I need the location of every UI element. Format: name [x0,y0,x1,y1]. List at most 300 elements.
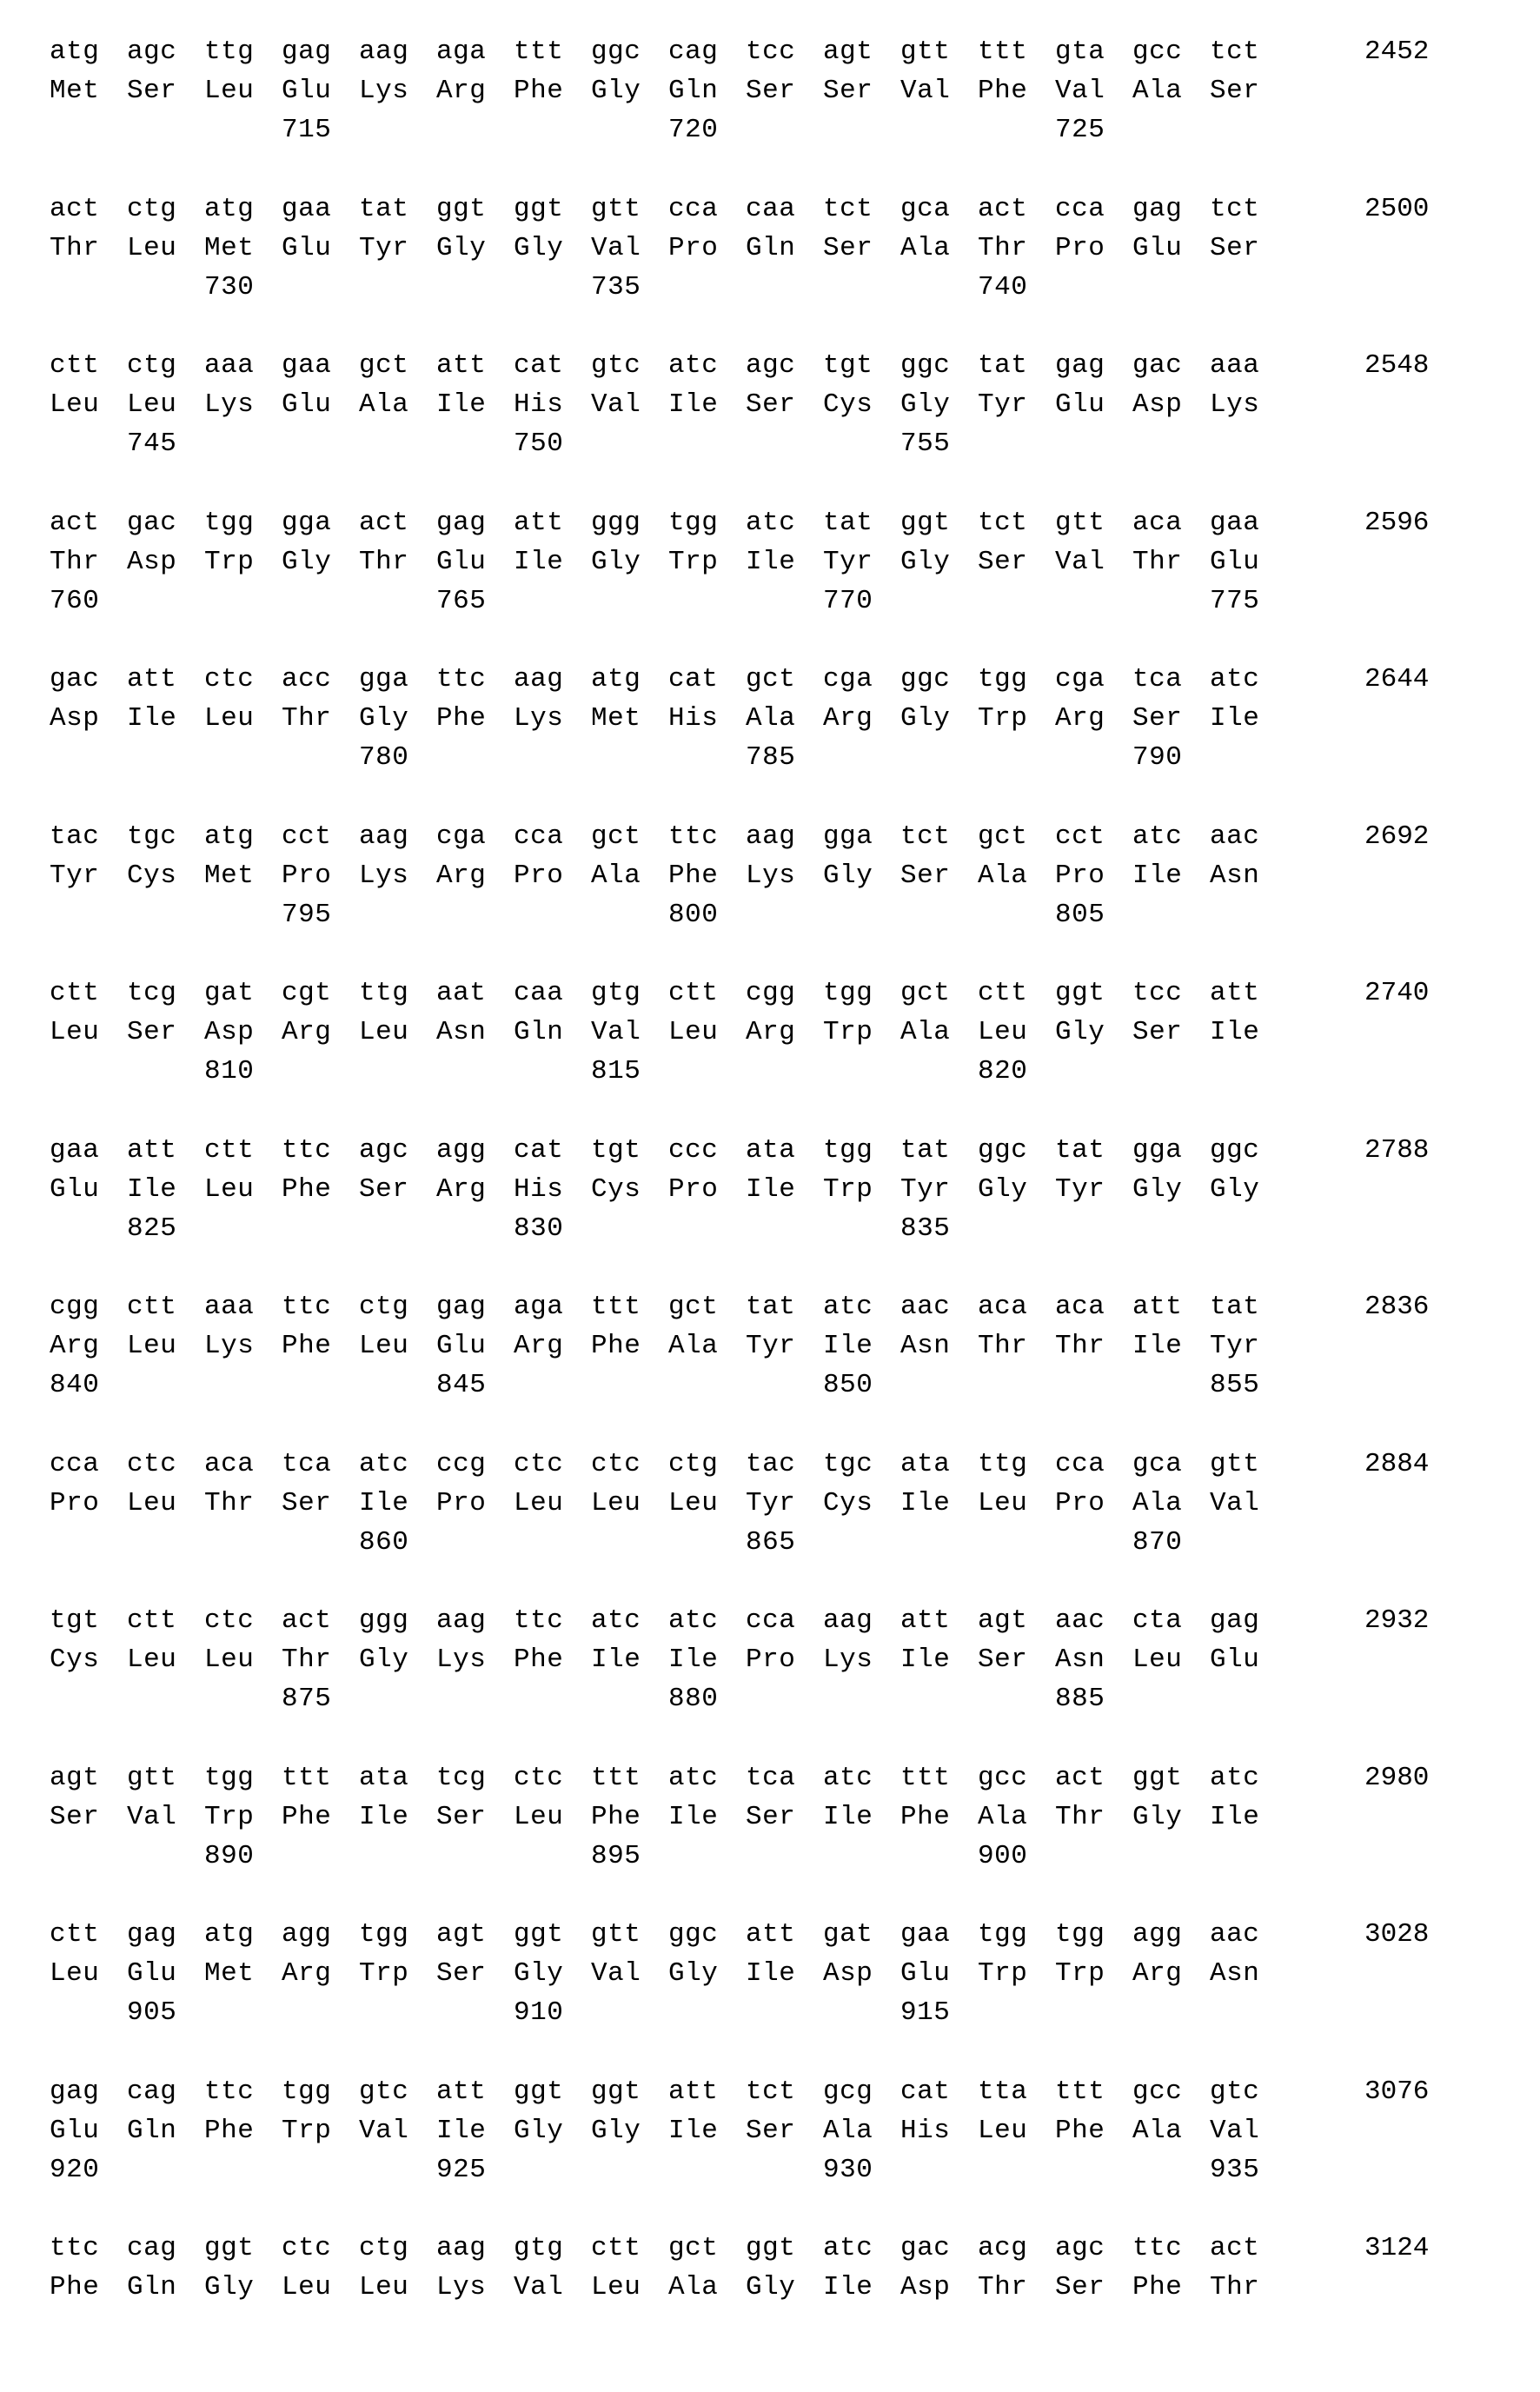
amino-acid: Val [591,1017,641,1047]
codon: ctg [359,1292,409,1322]
amino-acid: Gly [591,546,641,577]
residue-number-row [0,1525,1540,1560]
codon: ggc [668,1919,719,1950]
codon: atg [204,1919,255,1950]
codon: gga [1132,1134,1183,1166]
amino-acid-row [0,859,1540,894]
codon: tgc [823,1448,873,1479]
codon: ggt [900,507,951,538]
codon: aag [514,664,564,694]
amino-acid: Lys [359,860,409,891]
residue-number: 765 [436,585,487,616]
amino-acid: Thr [282,1644,332,1675]
codon: tat [359,193,409,224]
sequence-block [0,1917,1540,2039]
codon: tcc [746,37,796,67]
amino-acid: Phe [591,1331,641,1361]
codon: gct [900,978,951,1008]
amino-acid: Arg [514,1331,564,1361]
amino-acid: Gly [514,1958,564,1989]
amino-acid: Ile [359,1801,409,1832]
codon: tgg [204,507,255,538]
amino-acid: Lys [1210,389,1260,420]
residue-number: 830 [514,1213,564,1244]
amino-acid: Thr [1055,1801,1105,1832]
residue-number: 915 [900,1997,951,2028]
codon: ggc [900,350,951,381]
amino-acid: Ile [1132,860,1183,891]
codon: aga [436,37,487,67]
amino-acid: Ser [823,232,873,263]
codon: ggt [514,193,564,224]
amino-acid: Glu [1210,1644,1260,1675]
amino-acid: Arg [823,703,873,734]
codon: tat [1210,1292,1260,1322]
codon: ctg [359,2233,409,2263]
codon: agc [127,37,177,67]
codon: gtg [514,2233,564,2263]
amino-acid: Ser [1132,1017,1183,1047]
amino-acid: Leu [282,2272,332,2302]
codon: ttt [514,37,564,67]
codon: atc [668,350,719,381]
residue-number: 785 [746,742,796,773]
amino-acid: Ile [823,1331,873,1361]
codon: gtt [1210,1448,1260,1479]
amino-acid: Phe [591,1801,641,1832]
codon: tca [746,1762,796,1793]
codon: ctc [204,664,255,694]
amino-acid: Leu [204,703,255,734]
amino-acid: Gly [746,2272,796,2302]
nucleotide-position: 2452 [1364,37,1430,67]
residue-number: 860 [359,1526,409,1558]
residue-number: 810 [204,1056,255,1086]
nucleotide-position: 3076 [1364,2076,1430,2107]
nucleotide-position: 3124 [1364,2233,1430,2263]
residue-number-row [0,584,1540,619]
amino-acid: Gly [668,1958,719,1989]
amino-acid: Thr [282,703,332,734]
amino-acid: Gly [1210,1173,1260,1205]
codon: gtc [359,2076,409,2107]
amino-acid: Ile [127,1173,177,1205]
codon: act [1210,2233,1260,2263]
codon: gga [359,664,409,694]
amino-acid: Phe [1055,2115,1105,2146]
amino-acid: Leu [978,2115,1028,2146]
codon: ctc [127,1448,177,1479]
codon: gag [50,2076,100,2107]
codon: att [436,2076,487,2107]
codon: aca [978,1292,1028,1322]
codon: ata [746,1134,796,1166]
amino-acid: Leu [359,1331,409,1361]
amino-acid: Asn [1210,860,1260,891]
codon: agt [823,37,873,67]
codon: cga [436,821,487,852]
codon: gaa [282,193,332,224]
amino-acid: Asp [204,1017,255,1047]
amino-acid: Cys [591,1173,641,1205]
codon: aac [900,1292,951,1322]
codon: gac [900,2233,951,2263]
nucleotide-position: 2932 [1364,1605,1430,1636]
sequence-block [0,35,1540,156]
codon: atc [746,507,796,538]
amino-acid: Val [591,1958,641,1989]
codon: ctt [127,1292,177,1322]
codon: gtc [591,350,641,381]
amino-acid: Leu [204,1644,255,1675]
codon: gag [436,1292,487,1322]
nucleotide-row [0,1447,1540,1482]
codon: tgg [282,2076,332,2107]
amino-acid: Thr [1210,2272,1260,2302]
amino-acid: Arg [436,1173,487,1205]
residue-number: 735 [591,271,641,302]
amino-acid-row [0,1800,1540,1835]
codon: ctg [668,1448,719,1479]
amino-acid: Ala [668,1331,719,1361]
amino-acid: Met [204,232,255,263]
residue-number: 865 [746,1526,796,1558]
amino-acid: Glu [282,76,332,106]
amino-acid-row [0,1957,1540,1991]
codon: ctc [514,1448,564,1479]
codon: tat [823,507,873,538]
codon: tgg [1055,1919,1105,1950]
residue-number: 730 [204,271,255,302]
codon: cca [746,1605,796,1636]
nucleotide-row [0,1761,1540,1796]
amino-acid: Arg [282,1017,332,1047]
amino-acid: Leu [359,1017,409,1047]
amino-acid: Ile [746,546,796,577]
residue-number: 935 [1210,2154,1260,2185]
codon: gtt [1055,507,1105,538]
residue-number: 875 [282,1684,332,1714]
amino-acid: Pro [436,1487,487,1518]
amino-acid: Gln [746,232,796,263]
codon: ctt [591,2233,641,2263]
codon: ttc [50,2233,100,2263]
amino-acid: Ser [1055,2272,1105,2302]
codon: tct [900,821,951,852]
nucleotide-row [0,2231,1540,2266]
residue-number: 795 [282,899,332,930]
residue-number: 745 [127,429,177,459]
amino-acid: Lys [436,2272,487,2302]
amino-acid: Asn [1210,1958,1260,1989]
codon: gtt [127,1762,177,1793]
codon: tgc [127,821,177,852]
codon: gac [50,664,100,694]
amino-acid: Gln [127,2115,177,2146]
amino-acid: Leu [591,1487,641,1518]
nucleotide-row [0,1290,1540,1325]
amino-acid: His [668,703,719,734]
codon: caa [514,978,564,1008]
residue-number-row [0,1682,1540,1717]
amino-acid: Ala [900,232,951,263]
codon: aag [436,2233,487,2263]
residue-number-row [0,1212,1540,1246]
nucleotide-row [0,192,1540,227]
residue-number-row [0,270,1540,305]
residue-number: 855 [1210,1370,1260,1400]
sequence-block [0,976,1540,1098]
residue-number-row [0,1054,1540,1089]
amino-acid: Met [591,703,641,734]
amino-acid: Met [204,860,255,891]
codon: ggc [591,37,641,67]
amino-acid: Lys [746,860,796,891]
codon: cat [900,2076,951,2107]
codon: aac [1210,1919,1260,1950]
codon: ggt [514,1919,564,1950]
amino-acid: Ile [900,1644,951,1675]
amino-acid: Pro [668,232,719,263]
codon: att [746,1919,796,1950]
codon: tat [1055,1134,1105,1166]
residue-number: 850 [823,1370,873,1400]
codon: tcg [436,1762,487,1793]
amino-acid: Tyr [823,546,873,577]
amino-acid-row [0,1173,1540,1207]
amino-acid: Lys [436,1644,487,1675]
amino-acid: Val [1055,546,1105,577]
amino-acid: Leu [127,232,177,263]
amino-acid-row [0,388,1540,422]
residue-number: 815 [591,1056,641,1086]
amino-acid: Arg [746,1017,796,1047]
residue-number: 870 [1132,1526,1183,1558]
residue-number-row [0,427,1540,462]
amino-acid: Glu [50,2115,100,2146]
codon: gcg [823,2076,873,2107]
codon: aat [436,978,487,1008]
residue-number: 720 [668,115,719,145]
amino-acid: Pro [514,860,564,891]
amino-acid: Trp [823,1017,873,1047]
codon: ggt [746,2233,796,2263]
codon: gag [436,507,487,538]
codon: tgg [668,507,719,538]
amino-acid: Tyr [900,1173,951,1205]
amino-acid-row [0,701,1540,736]
amino-acid: Lys [514,703,564,734]
codon: agc [359,1134,409,1166]
residue-number: 900 [978,1840,1028,1871]
amino-acid: Ala [1132,1487,1183,1518]
amino-acid: Tyr [978,389,1028,420]
codon: gga [823,821,873,852]
codon: aag [359,821,409,852]
codon: gat [204,978,255,1008]
codon: gct [591,821,641,852]
nucleotide-position: 2692 [1364,821,1430,852]
codon: gtg [591,978,641,1008]
amino-acid: Asn [436,1017,487,1047]
amino-acid: Thr [978,1331,1028,1361]
amino-acid: Gly [1132,1173,1183,1205]
codon: cat [514,350,564,381]
codon: act [50,507,100,538]
codon: gag [1055,350,1105,381]
codon: acc [282,664,332,694]
codon: aca [204,1448,255,1479]
nucleotide-row [0,1917,1540,1952]
codon: ggt [436,193,487,224]
residue-number-row [0,2309,1540,2344]
amino-acid: Tyr [1210,1331,1260,1361]
amino-acid: Asp [1132,389,1183,420]
codon: atg [591,664,641,694]
codon: act [978,193,1028,224]
codon: gtt [591,193,641,224]
codon: ttt [900,1762,951,1793]
codon: aag [436,1605,487,1636]
nucleotide-position: 2596 [1364,507,1430,538]
amino-acid: Trp [823,1173,873,1205]
codon: agc [1055,2233,1105,2263]
amino-acid: Leu [591,2272,641,2302]
amino-acid: Ser [1210,76,1260,106]
amino-acid: Phe [978,76,1028,106]
codon: gag [1132,193,1183,224]
codon: att [514,507,564,538]
nucleotide-position: 2740 [1364,978,1430,1008]
amino-acid: Leu [978,1017,1028,1047]
amino-acid: Thr [50,232,100,263]
codon: cag [127,2076,177,2107]
codon: ctg [127,193,177,224]
amino-acid: Val [1055,76,1105,106]
amino-acid: Val [900,76,951,106]
amino-acid: Ser [127,76,177,106]
codon: gag [282,37,332,67]
amino-acid: Glu [1132,232,1183,263]
codon: tct [978,507,1028,538]
amino-acid: Arg [1055,703,1105,734]
amino-acid: Leu [978,1487,1028,1518]
amino-acid: Ser [978,1644,1028,1675]
codon: agt [978,1605,1028,1636]
amino-acid: Ile [1210,1017,1260,1047]
codon: aag [823,1605,873,1636]
amino-acid: Arg [282,1958,332,1989]
amino-acid: Glu [50,1173,100,1205]
codon: ggg [591,507,641,538]
amino-acid: Gly [900,389,951,420]
amino-acid: Trp [282,2115,332,2146]
codon: att [127,664,177,694]
codon: ctc [514,1762,564,1793]
residue-number: 930 [823,2154,873,2185]
amino-acid: Glu [282,389,332,420]
codon: tgt [50,1605,100,1636]
codon: ccc [668,1134,719,1166]
codon: att [436,350,487,381]
amino-acid: Ser [436,1801,487,1832]
amino-acid: Ser [746,389,796,420]
amino-acid: Leu [1132,1644,1183,1675]
amino-acid: Thr [978,2272,1028,2302]
amino-acid: Ile [359,1487,409,1518]
codon: cct [282,821,332,852]
codon: tct [823,193,873,224]
residue-number: 790 [1132,742,1183,773]
amino-acid: Lys [823,1644,873,1675]
codon: cca [1055,193,1105,224]
amino-acid-row [0,1329,1540,1364]
residue-number: 715 [282,115,332,145]
codon: tgt [823,350,873,381]
residue-number: 840 [50,1370,100,1400]
amino-acid: Leu [514,1801,564,1832]
amino-acid: Glu [436,1331,487,1361]
amino-acid: Arg [436,76,487,106]
amino-acid: Ile [514,546,564,577]
amino-acid: Ser [746,2115,796,2146]
nucleotide-position: 2548 [1364,350,1430,381]
sequence-block [0,662,1540,784]
nucleotide-position: 2788 [1364,1134,1430,1166]
amino-acid-row [0,1486,1540,1521]
nucleotide-row [0,2075,1540,2110]
codon: atc [359,1448,409,1479]
amino-acid: Arg [50,1331,100,1361]
nucleotide-row [0,35,1540,70]
codon: tct [1210,193,1260,224]
codon: tat [900,1134,951,1166]
sequence-block [0,1447,1540,1569]
amino-acid: Leu [514,1487,564,1518]
codon: tgg [978,1919,1028,1950]
amino-acid: Cys [50,1644,100,1675]
codon: ggc [1210,1134,1260,1166]
residue-number: 880 [668,1684,719,1714]
amino-acid-row [0,231,1540,266]
residue-number: 825 [127,1213,177,1244]
codon: ctt [50,978,100,1008]
codon: ttg [978,1448,1028,1479]
codon: att [1210,978,1260,1008]
amino-acid: Val [1210,1487,1260,1518]
codon: ctc [591,1448,641,1479]
codon: cca [50,1448,100,1479]
amino-acid: Ile [900,1487,951,1518]
amino-acid: Glu [127,1958,177,1989]
amino-acid: Tyr [1055,1173,1105,1205]
residue-number: 780 [359,742,409,773]
codon: tgg [823,1134,873,1166]
nucleotide-position: 2884 [1364,1448,1430,1479]
codon: ctc [204,1605,255,1636]
codon: gct [978,821,1028,852]
codon: ctc [282,2233,332,2263]
codon: aaa [204,350,255,381]
codon: ttc [282,1134,332,1166]
codon: ccg [436,1448,487,1479]
codon: atc [1210,664,1260,694]
amino-acid: Ala [359,389,409,420]
amino-acid: Ala [978,1801,1028,1832]
amino-acid: Thr [1132,546,1183,577]
amino-acid: Gly [1132,1801,1183,1832]
amino-acid-row [0,1643,1540,1678]
